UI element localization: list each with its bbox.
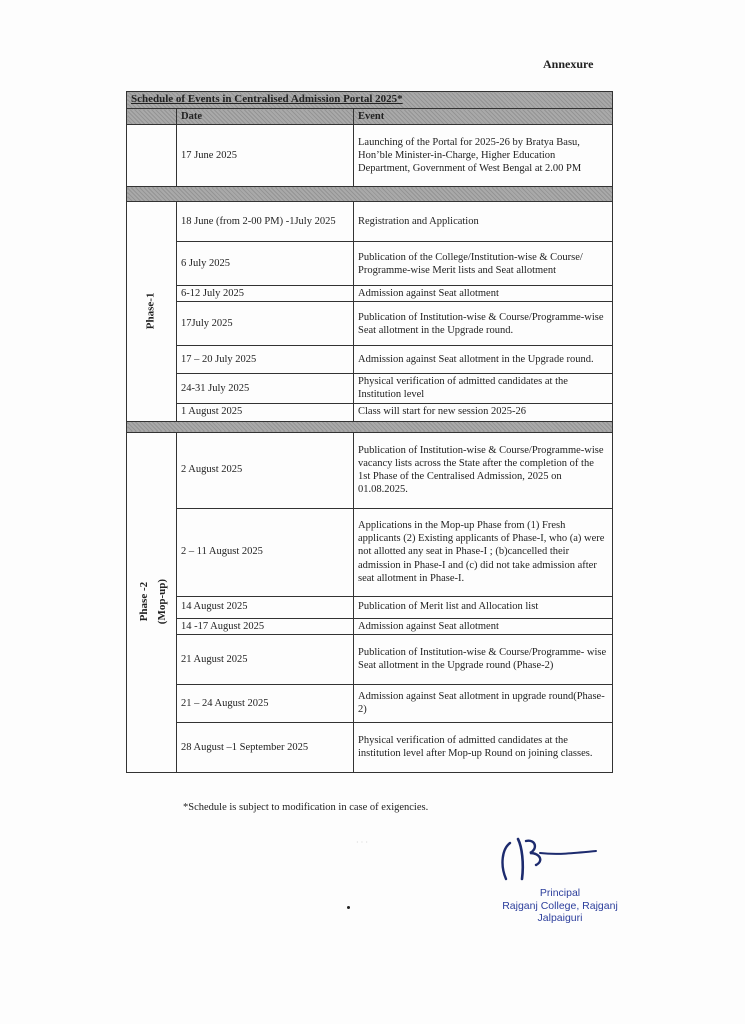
phase2-label-cell: [127, 432, 177, 772]
phase2-date: 21 – 24 August 2025: [177, 684, 354, 722]
footnote: *Schedule is subject to modification in case of exigencies.: [183, 802, 429, 813]
header-row: [127, 109, 613, 125]
phase2-label-line2: (Mop-up): [155, 579, 168, 625]
phase2-row: [127, 432, 613, 508]
phase2-event: Publication of Institution-wise & Course/Programme- wise Seat allotment in the Upgrade round (Phase-2): [354, 634, 613, 684]
faint-mark: · · ·: [356, 838, 368, 847]
phase1-date: 17July 2025: [177, 302, 354, 346]
phase2-event: Publication of Institution-wise & Course/Programme-wise vacancy lists across the State after the completion of the 1st Phase of the Centralised Admission, 2025 on 01.08.2025.: [354, 432, 613, 508]
phase1-event: Admission against Seat allotment in the Upgrade round.: [354, 346, 613, 374]
phase2-event: Physical verification of admitted candidates at the institution level after Mop-up Round on joining classes.: [354, 722, 613, 772]
phase2-event: Admission against Seat allotment: [354, 618, 613, 634]
signature-title: Principal: [539, 887, 581, 899]
signature-location: Jalpaiguri: [537, 912, 583, 925]
phase2-row: [127, 508, 613, 596]
signature-institution: Rajganj College, Rajganj: [502, 899, 618, 912]
phase2-label: [136, 579, 171, 624]
phase1-event: Class will start for new session 2025-26: [354, 403, 613, 421]
phase2-date: 21 August 2025: [177, 634, 354, 684]
phase1-event: Physical verification of admitted candidates at the Institution level: [354, 374, 613, 403]
phase1-row: [127, 286, 613, 302]
phase2-row: [127, 634, 613, 684]
spacer-row: [127, 421, 613, 432]
phase2-event: Admission against Seat allotment in upgrade round(Phase-2): [354, 684, 613, 722]
phase2-date: 2 – 11 August 2025: [177, 508, 354, 596]
phase2-label-line1: Phase -2: [138, 582, 151, 622]
phase1-row: [127, 346, 613, 374]
phase1-date: 24-31 July 2025: [177, 374, 354, 403]
phase1-row: [127, 242, 613, 286]
phase2-date: 14 -17 August 2025: [177, 618, 354, 634]
spacer-row: [127, 187, 613, 202]
title-row: [127, 92, 613, 109]
header-date: Date: [177, 109, 354, 125]
launch-event: Launching of the Portal for 2025-26 by Bratya Basu, Hon’ble Minister-in-Charge, Higher Education Department, Government of West Bengal at 2.00 PM: [354, 125, 613, 187]
phase1-date: 6-12 July 2025: [177, 286, 354, 302]
phase1-date: 1 August 2025: [177, 403, 354, 421]
phase2-date: 28 August –1 September 2025: [177, 722, 354, 772]
phase1-date: 17 – 20 July 2025: [177, 346, 354, 374]
table-title: Schedule of Events in Centralised Admission Portal 2025*: [127, 92, 613, 109]
shaded-divider: [127, 187, 613, 202]
signature-text: [480, 887, 640, 925]
phase1-row: [127, 403, 613, 421]
phase1-event: Registration and Application: [354, 202, 613, 242]
phase2-event: Applications in the Mop-up Phase from (1) Fresh applicants (2) Existing applicants of Phase-I, who (a) were not allotted any seat in Phase-I ; (b)cancelled their admission in Phase-I and (c) did not take admission after seat allotment in Phase-I.: [354, 508, 613, 596]
schedule-table: [126, 91, 613, 773]
phase1-date: 18 June (from 2-00 PM) -1July 2025: [177, 202, 354, 242]
annexure-label: Annexure: [543, 57, 594, 71]
header-blank-cell: [127, 109, 177, 125]
phase2-event: Publication of Merit list and Allocation list: [354, 596, 613, 618]
phase2-row: [127, 618, 613, 634]
phase1-row: [127, 302, 613, 346]
phase2-row: [127, 596, 613, 618]
phase1-event: Publication of Institution-wise & Course/Programme-wise Seat allotment in the Upgrade round.: [354, 302, 613, 346]
header-event: Event: [354, 109, 613, 125]
launch-blank-cell: [127, 125, 177, 187]
phase2-date: 2 August 2025: [177, 432, 354, 508]
phase1-date: 6 July 2025: [177, 242, 354, 286]
phase1-event: Publication of the College/Institution-wise & Course/ Programme-wise Merit lists and Seat allotment: [354, 242, 613, 286]
launch-date: 17 June 2025: [177, 125, 354, 187]
signature-icon: [496, 835, 616, 885]
phase1-row: [127, 202, 613, 242]
phase1-label: Phase-1: [144, 292, 157, 330]
phase2-row: [127, 722, 613, 772]
phase2-date: 14 August 2025: [177, 596, 354, 618]
phase1-label-cell: [127, 202, 177, 421]
phase2-row: [127, 684, 613, 722]
shaded-divider: [127, 421, 613, 432]
launch-row: [127, 125, 613, 187]
stray-dot: [347, 906, 350, 909]
phase1-row: [127, 374, 613, 403]
phase1-event: Admission against Seat allotment: [354, 286, 613, 302]
